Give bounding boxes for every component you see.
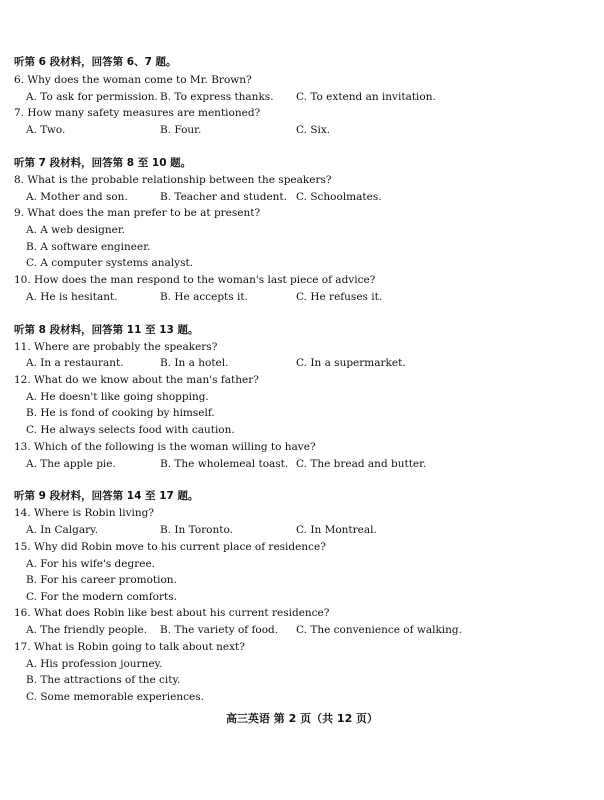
question: 16. What does Robin like best about his current residence? — [14, 607, 330, 619]
question: 17. What is Robin going to talk about next? — [14, 641, 245, 653]
option-b: B. The attractions of the city. — [26, 674, 181, 686]
section-header: 听第 9 段材料，回答第 14 至 17 题。 — [14, 490, 199, 502]
option-a: A. A web designer. — [26, 224, 126, 236]
section-header: 听第 8 段材料，回答第 11 至 13 题。 — [14, 324, 199, 336]
option-c: C. Schoolmates. — [296, 191, 382, 203]
question: 11. Where are probably the speakers? — [14, 341, 218, 353]
page-footer: 高三英语 第 2 页（共 12 页） — [225, 712, 379, 725]
option-a: A. Mother and son. — [26, 191, 128, 203]
option-a: A. He is hesitant. — [26, 291, 118, 303]
option-c: C. He refuses it. — [296, 291, 383, 303]
section-header: 听第 7 段材料，回答第 8 至 10 题。 — [14, 157, 192, 169]
option-c: C. In a supermarket. — [296, 357, 406, 369]
option-c: C. Some memorable experiences. — [26, 691, 204, 703]
question: 15. Why did Robin move to his current place of residence? — [14, 541, 326, 553]
option-b: B. For his career promotion. — [26, 574, 177, 586]
option-c: C. For the modern comforts. — [26, 591, 177, 603]
option-a: A. In Calgary. — [26, 524, 99, 536]
option-a: A. Two. — [26, 124, 66, 136]
option-a: A. To ask for permission. — [26, 91, 158, 103]
option-b: B. In a hotel. — [160, 357, 229, 369]
option-b: B. Teacher and student. — [160, 191, 287, 203]
option-b: B. The variety of food. — [160, 624, 279, 636]
question: 8. What is the probable relationship between the speakers? — [14, 174, 332, 186]
question: 13. Which of the following is the woman willing to have? — [14, 441, 316, 453]
option-c: C. He always selects food with caution. — [26, 424, 235, 436]
option-a: A. His profession journey. — [26, 658, 163, 670]
option-b: B. He is fond of cooking by himself. — [26, 407, 215, 419]
option-c: C. To extend an invitation. — [296, 91, 436, 103]
question: 6. Why does the woman come to Mr. Brown? — [14, 74, 252, 86]
option-a: A. For his wife's degree. — [26, 558, 155, 570]
option-b: B. In Toronto. — [160, 524, 233, 536]
section-header: 听第 6 段材料，回答第 6、7 题。 — [14, 56, 177, 68]
option-a: A. The apple pie. — [26, 458, 116, 470]
question: 7. How many safety measures are mentioned? — [14, 107, 261, 119]
option-c: C. The bread and butter. — [296, 458, 427, 470]
option-c: C. The convenience of walking. — [296, 624, 462, 636]
option-b: B. He accepts it. — [160, 291, 248, 303]
option-c: C. A computer systems analyst. — [26, 257, 194, 269]
question: 14. Where is Robin living? — [14, 507, 154, 519]
option-a: A. The friendly people. — [26, 624, 148, 636]
option-b: B. To express thanks. — [160, 91, 274, 103]
option-a: A. In a restaurant. — [26, 357, 124, 369]
question: 10. How does the man respond to the woman's last piece of advice? — [14, 274, 376, 286]
option-c: C. Six. — [296, 124, 331, 136]
option-b: B. A software engineer. — [26, 241, 151, 253]
option-b: B. The wholemeal toast. — [160, 458, 289, 470]
question: 9. What does the man prefer to be at present? — [14, 207, 261, 219]
question: 12. What do we know about the man's father? — [14, 374, 259, 386]
option-b: B. Four. — [160, 124, 202, 136]
option-a: A. He doesn't like going shopping. — [26, 391, 209, 403]
option-c: C. In Montreal. — [296, 524, 377, 536]
